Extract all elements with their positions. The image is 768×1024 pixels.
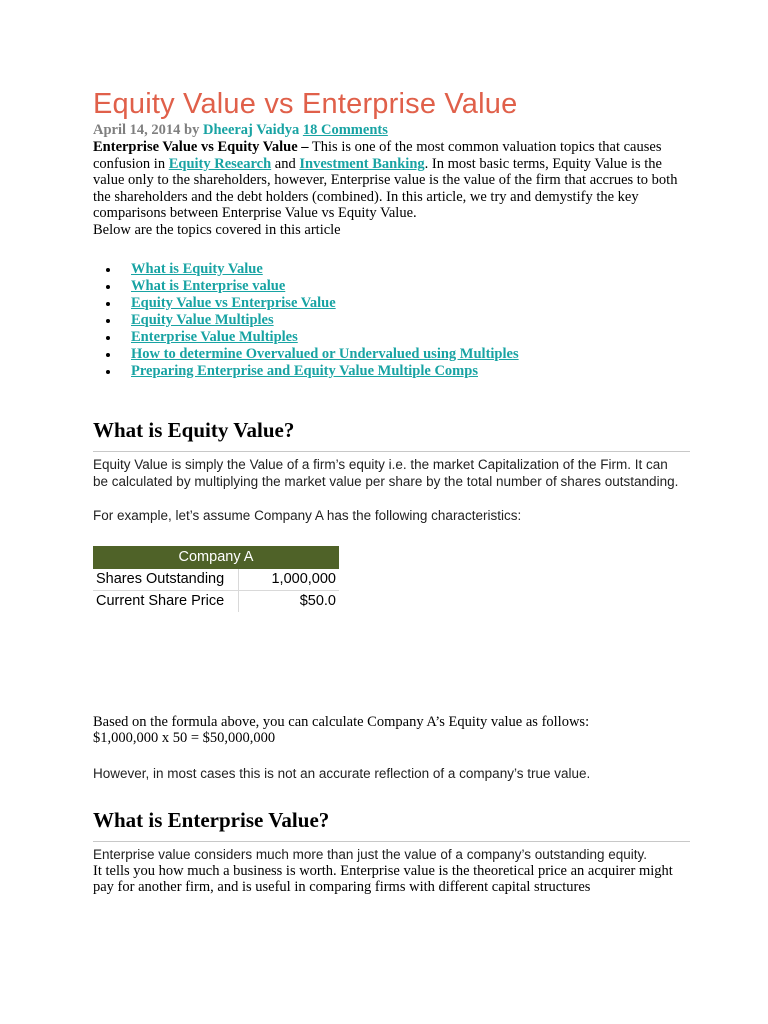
intro-text-3: . In most basic terms, Equity Value is the value only to the shareholders, however, Enterprise value is the value of the firm that accrues to both the shareholders and the debt holders (combined). In this article, we try and demystify the key comparisons between Enterprise Value vs Equity Value. bbox=[93, 155, 678, 222]
bullet-icon bbox=[106, 353, 110, 357]
intro-text-1: This is one of the most common valuation topics that causes confusion in bbox=[93, 139, 662, 172]
toc-link[interactable]: Equity Value Multiples bbox=[131, 311, 274, 328]
toc-link[interactable]: Enterprise Value Multiples bbox=[131, 328, 298, 345]
section-heading-enterprise-value: What is Enterprise Value? bbox=[93, 807, 330, 832]
calculation-formula-line: $1,000,000 x 50 = $50,000,000 bbox=[93, 730, 276, 747]
enterprise-definition-line: Enterprise value considers much more than just the value of a company’s outstanding equity. bbox=[93, 846, 648, 862]
intro-paragraph bbox=[93, 139, 683, 222]
section-heading-equity-value: What is Equity Value? bbox=[93, 417, 295, 442]
toc-link[interactable]: How to determine Overvalued or Undervalued using Multiples bbox=[131, 345, 519, 362]
accuracy-note-paragraph: However, in most cases this is not an accurate reflection of a company’s true value. bbox=[93, 765, 591, 781]
section-divider bbox=[93, 841, 690, 842]
table-cell-label: Shares Outstanding bbox=[93, 569, 239, 591]
toc-item bbox=[93, 363, 683, 380]
bullet-icon bbox=[106, 370, 110, 374]
table-of-contents bbox=[93, 261, 683, 380]
table-header: Company A bbox=[93, 546, 339, 569]
calculation-intro-line: Based on the formula above, you can calculate Company A’s Equity value as follows: bbox=[93, 713, 590, 730]
intro-bold-lead: Enterprise Value vs Equity Value – bbox=[93, 139, 309, 155]
table-cell-label: Current Share Price bbox=[93, 590, 239, 612]
table-row bbox=[93, 590, 339, 612]
toc-item bbox=[93, 312, 683, 329]
toc-link[interactable]: What is Enterprise value bbox=[131, 277, 286, 294]
toc-item bbox=[93, 329, 683, 346]
intro-text-2: and bbox=[271, 155, 300, 172]
article-meta bbox=[93, 122, 683, 139]
toc-item bbox=[93, 346, 683, 363]
toc-item bbox=[93, 278, 683, 295]
equity-research-link[interactable]: Equity Research bbox=[168, 155, 272, 172]
article-title: Equity Value vs Enterprise Value bbox=[93, 88, 518, 120]
bullet-icon bbox=[106, 285, 110, 289]
toc-item bbox=[93, 261, 683, 278]
author-link[interactable]: Dheeraj Vaidya bbox=[202, 122, 300, 138]
table-cell-value: 1,000,000 bbox=[239, 569, 340, 591]
toc-link[interactable]: Preparing Enterprise and Equity Value Multiple Comps bbox=[131, 362, 478, 379]
table-cell-value: $50.0 bbox=[299, 593, 336, 610]
company-a-table bbox=[93, 546, 339, 612]
investment-banking-link[interactable]: Investment Banking bbox=[299, 155, 425, 172]
article bbox=[93, 84, 683, 896]
example-intro-paragraph: For example, let’s assume Company A has the following characteristics: bbox=[93, 507, 522, 523]
comments-link[interactable]: 18 Comments bbox=[302, 122, 388, 138]
toc-item bbox=[93, 295, 683, 312]
enterprise-definition-paragraph: It tells you how much a business is worth. Enterprise value is the theoretical price an acquirer might pay for another firm, and is useful in comparing firms with different capital structures bbox=[93, 862, 673, 896]
equity-definition-paragraph: Equity Value is simply the Value of a firm’s equity i.e. the market Capitalization of the Firm. It can be calculated by multiplying the market value per share by the total number of shares outstanding. bbox=[93, 456, 679, 489]
bullet-icon bbox=[106, 302, 110, 306]
bullet-icon bbox=[106, 336, 110, 340]
bullet-icon bbox=[106, 268, 110, 272]
post-date: April 14, 2014 by bbox=[93, 122, 200, 138]
bullet-icon bbox=[106, 319, 110, 323]
table-row bbox=[93, 569, 339, 591]
toc-link[interactable]: Equity Value vs Enterprise Value bbox=[131, 294, 336, 311]
section-divider bbox=[93, 451, 690, 452]
toc-link[interactable]: What is Equity Value bbox=[131, 260, 263, 277]
topics-line: Below are the topics covered in this article bbox=[93, 221, 341, 238]
